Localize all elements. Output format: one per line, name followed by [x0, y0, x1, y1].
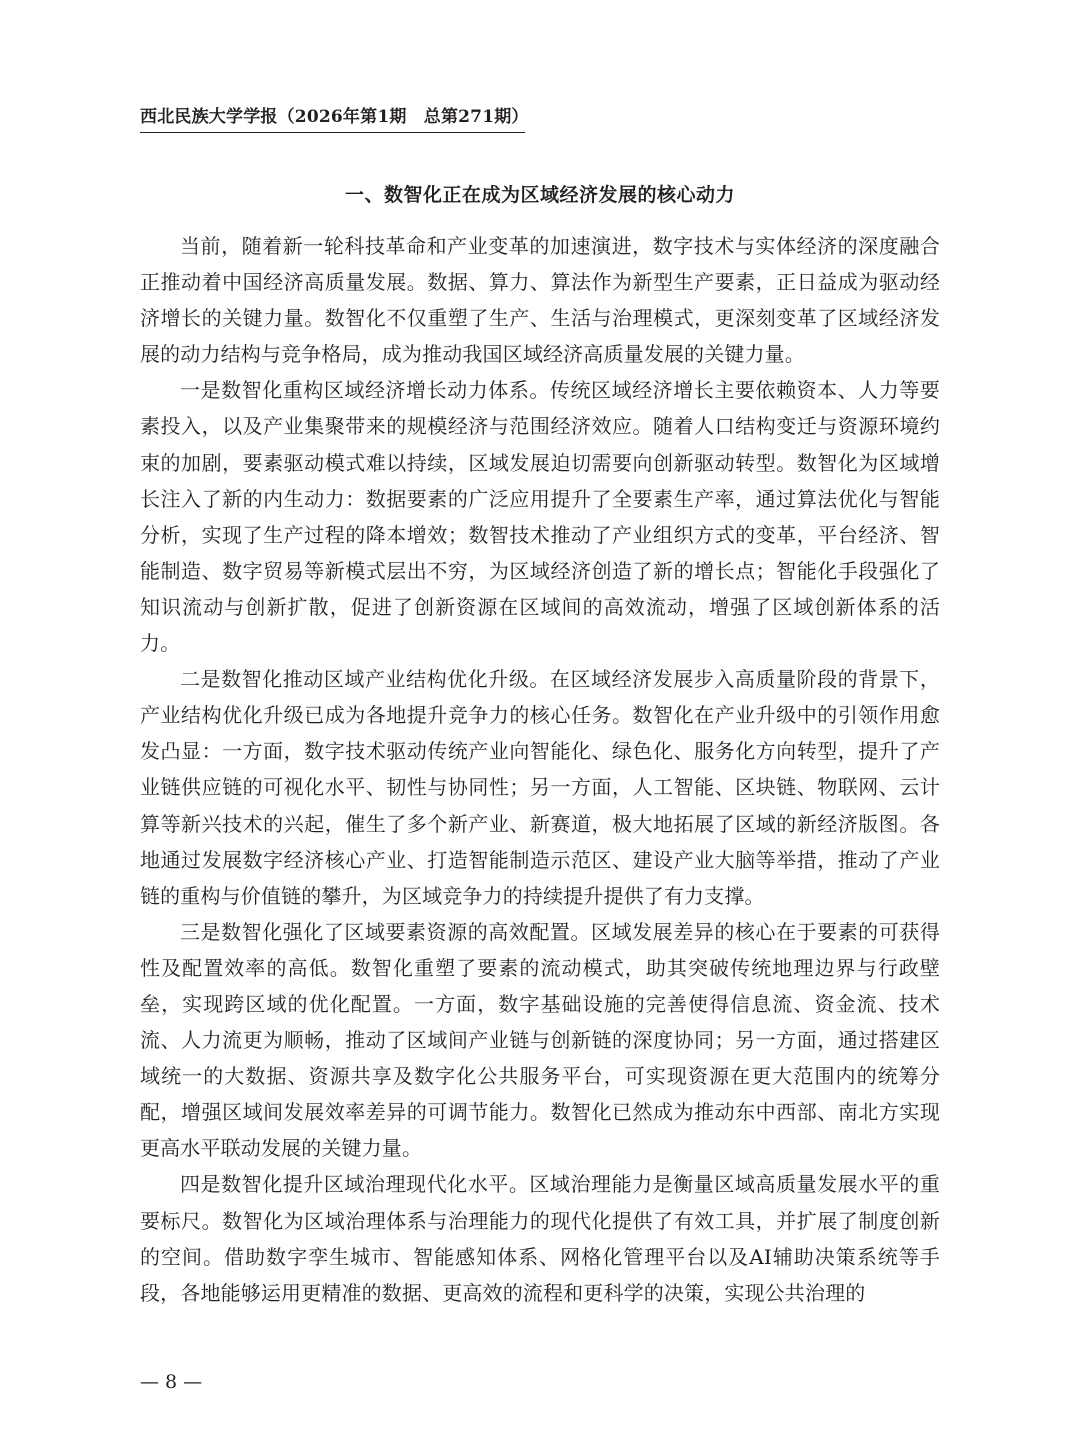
page-number: — 8 — [140, 1371, 203, 1393]
paragraph-point-four: 四是数智化提升区域治理现代化水平。区域治理能力是衡量区域高质量发展水平的重要标尺。数智化为区域治理体系与治理能力的现代化提供了有效工具，并扩展了制度创新的空间。借助数字孪生城市、智能感知体系、网格化管理平台以及AI辅助决策系统等手段，各地能够运用更精准的数据、更高效的流程和更科学的决策，实现公共治理的 [140, 1172, 940, 1305]
paragraph-point-two: 二是数智化推动区域产业结构优化升级。在区域经济发展步入高质量阶段的背景下，产业结构优化升级已成为各地提升竞争力的核心任务。数智化在产业升级中的引领作用愈发凸显：一方面，数字技术驱动传统产业向智能化、绿色化、服务化方向转型，提升了产业链供应链的可视化水平、韧性与协同性；另一方面，人工智能、区块链、物联网、云计算等新兴技术的兴起，催生了多个新产业、新赛道，极大地拓展了区域的新经济版图。各地通过发展数字经济核心产业、打造智能制造示范区、建设产业大脑等举措，推动了产业链的重构与价值链的攀升，为区域竞争力的持续提升提供了有力支撑。 [140, 667, 940, 908]
paragraph-point-one: 一是数智化重构区域经济增长动力体系。传统区域经济增长主要依赖资本、人力等要素投入，以及产业集聚带来的规模经济与范围经济效应。随着人口结构变迁与资源环境约束的加剧，要素驱动模式难以持续，区域发展迫切需要向创新驱动转型。数智化为区域增长注入了新的内生动力：数据要素的广泛应用提升了全要素生产率，通过算法优化与智能分析，实现了生产过程的降本增效；数智技术推动了产业组织方式的变革，平台经济、智能制造、数字贸易等新模式层出不穷，为区域经济创造了新的增长点；智能化手段强化了知识流动与创新扩散，促进了创新资源在区域间的高效流动，增强了区域创新体系的活力。 [140, 378, 940, 656]
section-heading: 一、数智化正在成为区域经济发展的核心动力 [344, 184, 735, 206]
paragraph-intro: 当前，随着新一轮科技革命和产业变革的加速演进，数字技术与实体经济的深度融合正推动着中国经济高质量发展。数据、算力、算法作为新型生产要素，正日益成为驱动经济增长的关键力量。数智化不仅重塑了生产、生活与治理模式，更深刻变革了区域经济发展的动力结构与竞争格局，成为推动我国区域经济高质量发展的关键力量。 [140, 234, 940, 367]
paragraph-point-three: 三是数智化强化了区域要素资源的高效配置。区域发展差异的核心在于要素的可获得性及配置效率的高低。数智化重塑了要素的流动模式，助其突破传统地理边界与行政壁垒，实现跨区域的优化配置。一方面，数字基础设施的完善使得信息流、资金流、技术流、人力流更为顺畅，推动了区域间产业链与创新链的深度协同；另一方面，通过搭建区域统一的大数据、资源共享及数字化公共服务平台，可实现资源在更大范围内的统筹分配，增强区域间发展效率差异的可调节能力。数智化已然成为推动东中西部、南北方实现更高水平联动发展的关键力量。 [140, 919, 940, 1161]
article-body [140, 228, 940, 1311]
journal-title: 西北民族大学学报（2026年第1期 总第271期） [140, 107, 529, 127]
running-header [140, 104, 529, 133]
